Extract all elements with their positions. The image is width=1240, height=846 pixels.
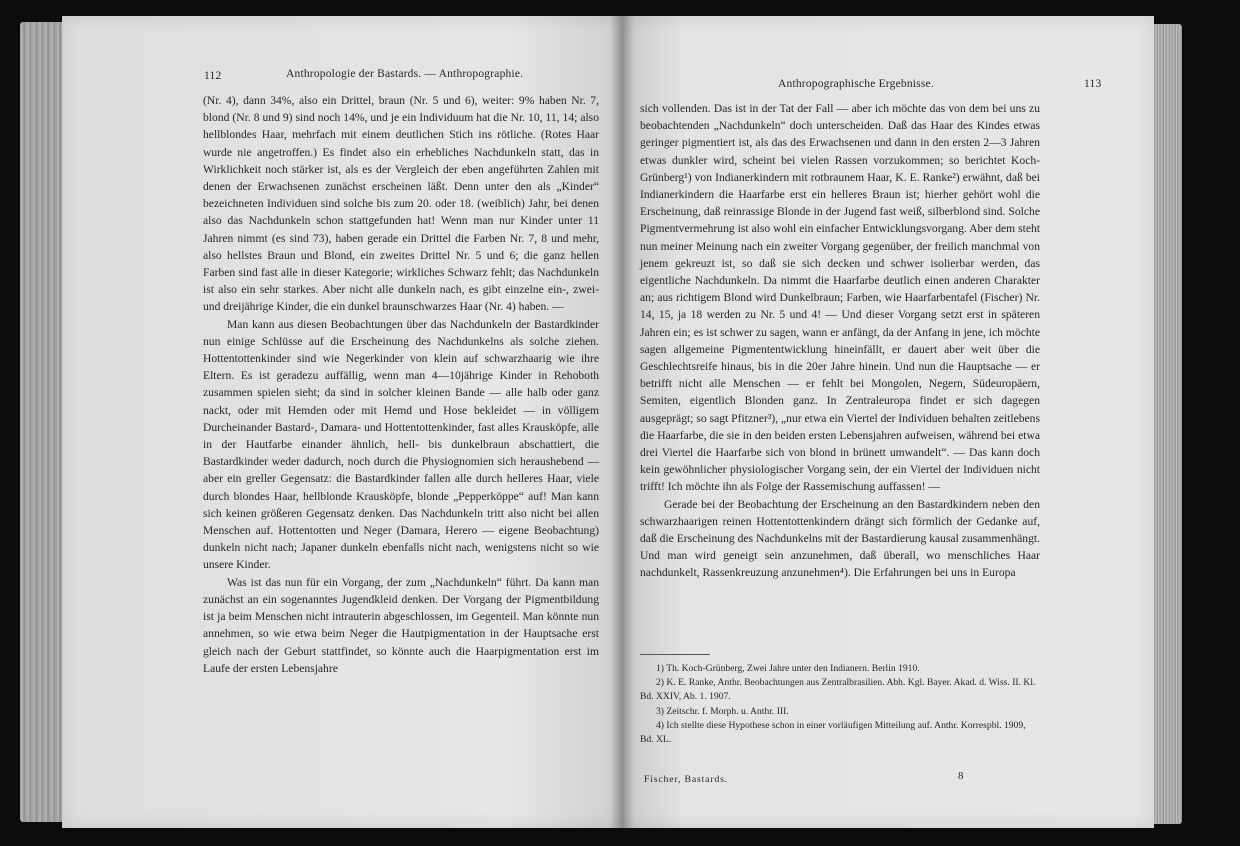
right-page-body	[640, 100, 1040, 582]
left-paragraph-2: Man kann aus diesen Beobachtungen über das Nachdunkeln der Bastardkinder nun einige Schlüsse auf die Erscheinung des Nachdunkelns als solche ziehen. Hottentottenkinder sind wie Negerkinder von klein auf schwarzhaarig wie ihre Eltern. Es ist geradezu auffällig, wenn man 4—10jährige Kinder in Rehoboth zusammen spielen sieht; da sind in solcher kleinen Bande — alle halb oder ganz nackt, oder mit Hemden oder mit Hemd und Hose bekleidet — in völligem Durcheinander Bastard-, Damara- und Hottentottenkinder, fast alles Krausköpfe, alle in der Hautfarbe einander ähnlich, hell- bis dunkelbraun abschattiert, die Bastardkinder weder dadurch, noch durch die Physiognomien sich heraushebend — aber ein greller Gegensatz: die Bastardkinder fallen alle durch helleres Haar, viele durch blondes Haar, hellblonde Krausköpfe, blonde „Pepperköppe“ auf! Man kann sich keinen größeren Gegensatz denken. Das Nachdunkeln tritt also nicht bei allen Menschen auf. Hottentotten und Neger (Damara, Herero — eigene Beobachtung) dunkeln nicht nach; Japaner dunkeln ebenfalls nicht nach, wenigstens nicht so wie unsere Kinder.	[203, 317, 599, 572]
footnote-2: 2) K. E. Ranke, Anthr. Beobachtungen aus Zentralbrasilien. Abh. Kgl. Bayer. Akad. d. Wiss. II. Kl. Bd. XXIV, Ab. 1. 1907.	[640, 677, 1036, 703]
footnotes	[640, 662, 1040, 747]
right-page-edges	[1152, 24, 1182, 824]
book-gutter	[610, 16, 634, 828]
left-page-edges	[20, 22, 66, 822]
footnote-rule	[640, 654, 710, 655]
left-paragraph-1: (Nr. 4), dann 34%, also ein Drittel, braun (Nr. 5 und 6), weiter: 9% haben Nr. 7, blond (Nr. 8 und 9) sind noch 14%, und je ein Individuum hat die Nr. 10, 11, 14; also hellblondes Haar, mehrfach mit einem deutlichen Stich ins rötliche. (Rotes Haar wurde nie angetroffen.) Es findet also ein erhebliches Nachdunkeln statt, das in Wirklichkeit noch stärker ist, als es der Vergleich der eben angeführten Zahlen mit denen der Erwachsenen zunächst erscheinen läßt. Denn unter den als „Kinder“ bezeichneten Individuen sind solche bis zum 20. oder 18. (weiblich) Jahr, bei denen also das Nachdunkeln schon stattgefunden hat! Wenn man nur Kinder unter 11 Jahren nimmt (es sind 73), haben gerade ein Drittel die Farben Nr. 7, 8 und mehr, also hellstes Braun und Blond, ein zweites Drittel Nr. 5 und 6; die ganz hellen Farben sind fast alle in dieser Kategorie; wirkliches Schwarz fehlt; das Nachdunkeln ist also ein sehr starkes. Aber nicht alle dunkeln nach, es gibt einzelne ein-, zwei- und dreijährige Kinder, die ein dunkel braunschwarzes Haar (Nr. 4) haben. —	[203, 94, 599, 314]
right-page	[622, 16, 1154, 828]
left-paragraph-3: Was ist das nun für ein Vorgang, der zum „Nachdunkeln“ führt. Da kann man zunächst an ein sogenanntes Jugendkleid denken. Der Vorgang der Pigmentbildung ist ja beim Menschen nicht intrauterin abgeschlossen, im Gegenteil. Man könnte nun annehmen, so wie etwa beim Neger die Hautpigmentation in der Hauptsache erst gleich nach der Geburt stattfindet, so könnte auch die Haarpigmentation erst im Laufe der ersten Lebensjahre	[203, 575, 599, 675]
footnote-3: 3) Zeitschr. f. Morph. u. Anthr. III.	[656, 705, 789, 717]
footnote-4: 4) Ich stellte diese Hypothese schon in einer vorläufigen Mitteilung auf. Anthr. Korrespbl. 1909, Bd. XL.	[640, 719, 1026, 746]
right-paragraph-2: Gerade bei der Beobachtung der Erscheinung an den Bastardkindern neben den schwarzhaarigen reinen Hottentottenkindern drängt sich förmlich der Gedanke auf, daß die Erscheinung des Nachdunkelns mit der Bastardierung kausal zusammenhängt. Und man wird geneigt sein anzunehmen, daß überall, wo menschliches Haar nachdunkelt, Rassenkreuzung anzunehmen⁴). Die Erfahrungen bei uns in Europa	[640, 497, 1040, 580]
left-running-head: Anthropologie der Bastards. — Anthropographie.	[286, 68, 524, 80]
signature-number: 8	[958, 770, 964, 782]
right-running-head: Anthropographische Ergebnisse.	[778, 78, 934, 90]
right-page-number: 113	[1084, 78, 1102, 90]
left-page	[62, 16, 622, 828]
left-page-body	[203, 92, 599, 677]
footnote-1: 1) Th. Koch-Grünberg, Zwei Jahre unter den Indianern. Berlin 1910.	[656, 663, 920, 674]
right-paragraph-1: sich vollenden. Das ist in der Tat der Fall — aber ich möchte das von dem bei uns zu beobachtenden „Nachdunkeln“ doch unterscheiden. Daß das Haar des Kindes etwas geringer pigmentiert ist, als das des Erwachsenen und dann in den ersten 2—3 Jahren etwas dunkler wird, scheint bei vielen Rassen vorzukommen; so berichtet Koch-Grünberg¹) von Indianerkindern mit rotbraunem Haar, K. E. Ranke²) erwähnt, daß bei Indianerkindern die Haarfarbe erst ein helleres Braun ist; hierher gehört wohl die Erscheinung, daß reinrassige Blonde in der Jugend fast weiß, silberblond sind. Solche Pigmentvermehrung ist also wohl ein einfacher Entwicklungsvorgang. Aber dem steht nun meiner Meinung nach ein zweiter Vorgang gegenüber, der freilich manchmal von jenem gekreuzt ist, so daß sie sich decken und schwer isolierbar werden, das eigentliche Nachdunkeln. Da nimmt die Haarfarbe deutlich einen anderen Charakter an; aus richtigem Blond wird Dunkelbraun; Farben, wie Haarfarbentafel (Fischer) Nr. 14, 15, ja 18 werden zu Nr. 5 und 4! — Und dieser Vorgang setzt erst in späteren Jahren ein; es ist schwer zu sagen, wann er anfängt, da der Anfang in jene, ich möchte sagen allgemeine Pigmententwicklung hineinfällt, er dauert aber weit über die Geschlechtsreife hinaus, bis in die 20er Jahre hinein. Und nun die Hauptsache — er betrifft nicht alle Menschen — er fehlt bei Mongolen, Negern, Südeuropäern, Semiten, eigentlich Blonden ganz. In Zentraleuropa findet er sich dagegen ausgeprägt; so sagt Pfitzner³), „nur etwa ein Viertel der Individuen behalten zeitlebens die Haarfarbe, die sie in den beiden ersten Lebensjahren aufweisen, während bei etwa drei Viertel die Haarfarbe sich von blond in brünett umwandelt“. — Das kann doch kein gewöhnlicher physiologischer Vorgang sein, der ein Viertel der Individuen nicht trifft! Ich möchte ihn als Folge der Rassemischung auffassen! —	[640, 102, 1040, 494]
left-page-number: 112	[204, 70, 222, 82]
signature-author: Fischer, Bastards.	[644, 774, 728, 785]
